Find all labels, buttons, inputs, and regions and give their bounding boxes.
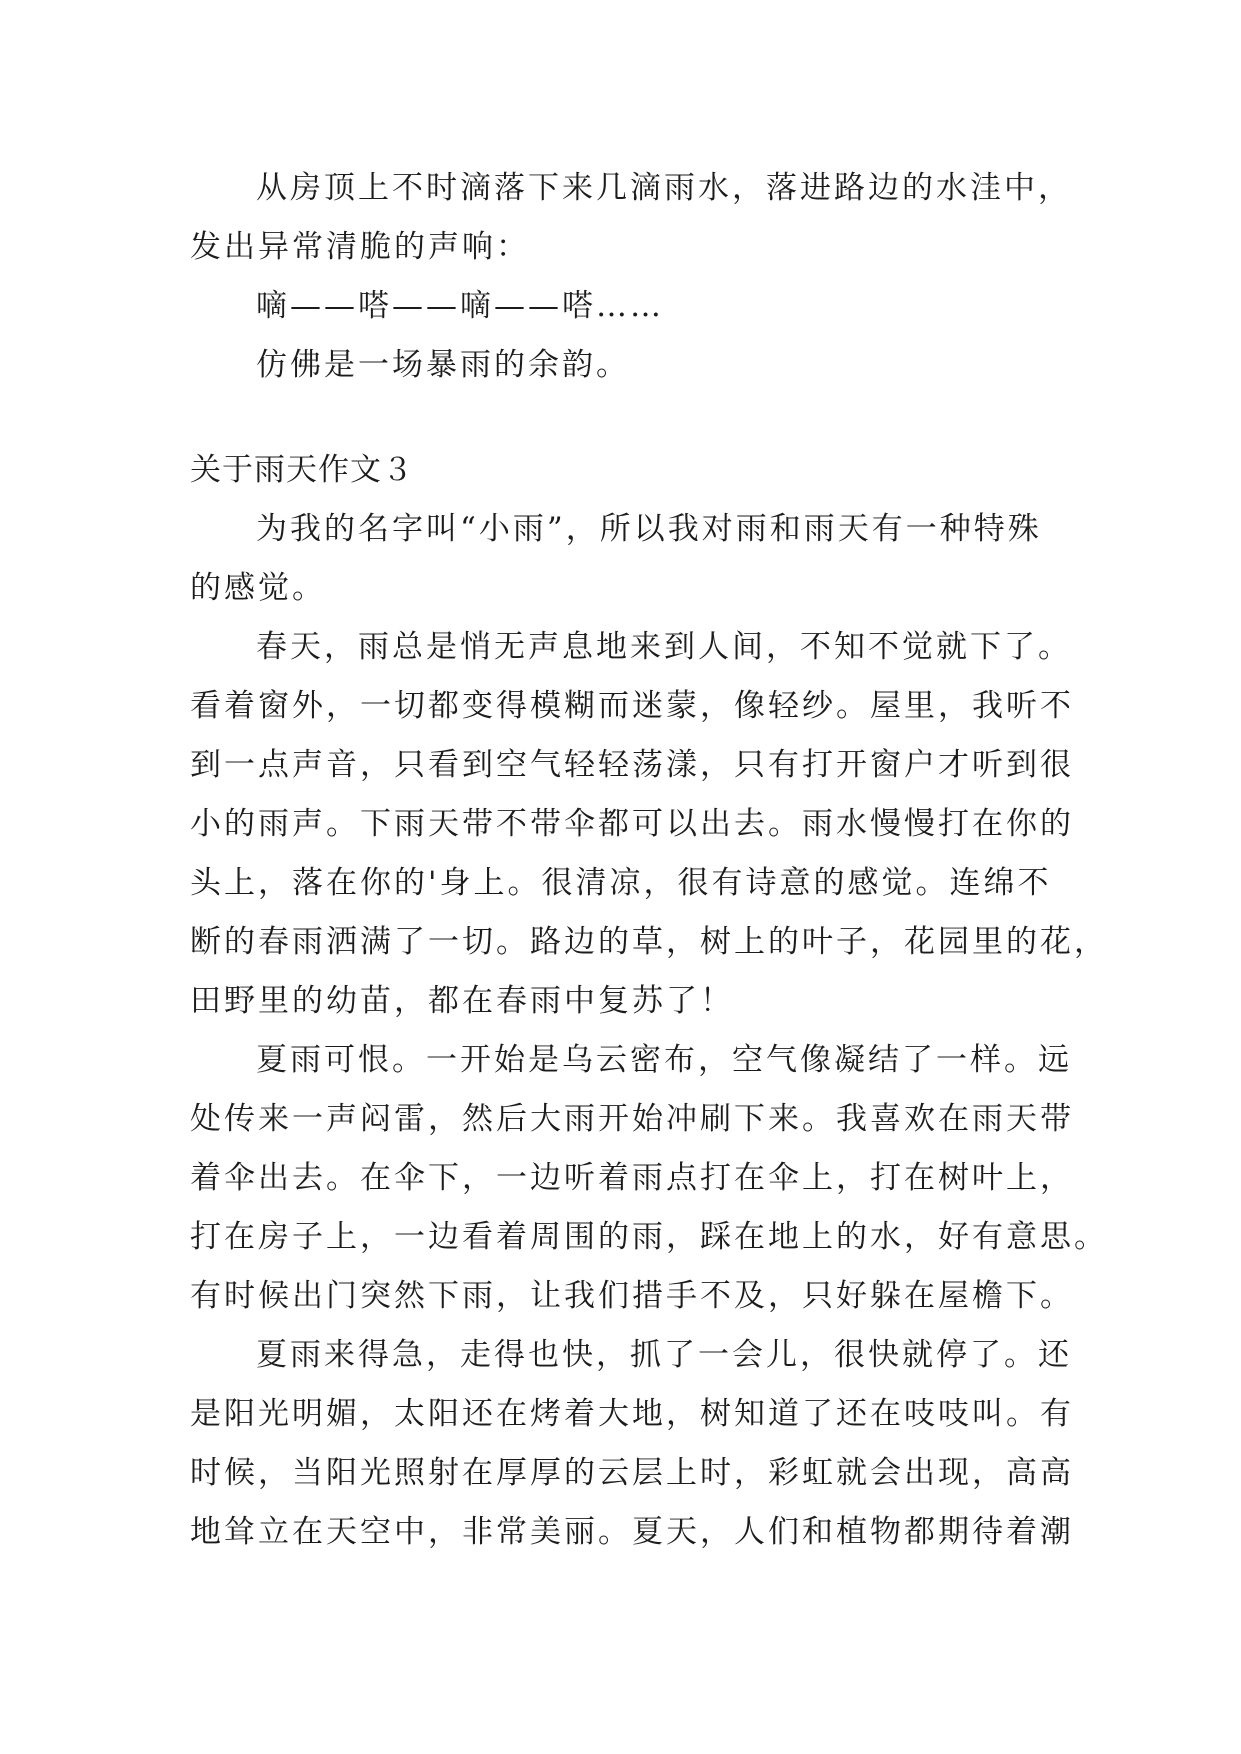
text-line: 小的雨声。下雨天带不带伞都可以出去。雨水慢慢打在你的 xyxy=(190,806,1074,842)
text-line: 头上，落在你的'身上。很清凉，很有诗意的感觉。连绵不 xyxy=(190,865,1052,901)
text-line: 夏雨可恨。一开始是乌云密布，空气像凝结了一样。远 xyxy=(256,1042,1072,1078)
text-line: 地耸立在天空中，非常美丽。夏天，人们和植物都期待着潮 xyxy=(190,1514,1074,1550)
text-line: 打在房子上，一边看着周围的雨，踩在地上的水，好有意思。 xyxy=(190,1219,1108,1255)
text-line: 有时候出门突然下雨，让我们措手不及，只好躲在屋檐下。 xyxy=(190,1278,1074,1314)
text-line: 从房顶上不时滴落下来几滴雨水，落进路边的水洼中， xyxy=(256,170,1072,206)
text-line: 看着窗外，一切都变得模糊而迷蒙，像轻纱。屋里，我听不 xyxy=(190,688,1074,724)
text-line: 的感觉。 xyxy=(190,570,326,606)
text-line: 着伞出去。在伞下，一边听着雨点打在伞上，打在树叶上， xyxy=(190,1160,1074,1196)
text-line: 夏雨来得急，走得也快，抓了一会儿，很快就停了。还 xyxy=(256,1337,1072,1373)
text-line: 田野里的幼苗，都在春雨中复苏了！ xyxy=(190,983,734,1019)
text-line: 时候，当阳光照射在厚厚的云层上时，彩虹就会出现，高高 xyxy=(190,1455,1074,1491)
text-line: 春天，雨总是悄无声息地来到人间，不知不觉就下了。 xyxy=(256,629,1072,665)
section-heading: 关于雨天作文３ xyxy=(190,452,414,488)
text-line: 断的春雨洒满了一切。路边的草，树上的叶子，花园里的花， xyxy=(190,924,1108,960)
text-line: 发出异常清脆的声响： xyxy=(190,229,530,265)
text-line: 为我的名字叫“小雨”，所以我对雨和雨天有一种特殊 xyxy=(256,511,1042,547)
text-line: 嘀——嗒——嘀——嗒…… xyxy=(256,288,664,324)
text-line: 是阳光明媚，太阳还在烤着大地，树知道了还在吱吱叫。有 xyxy=(190,1396,1074,1432)
text-line: 处传来一声闷雷，然后大雨开始冲刷下来。我喜欢在雨天带 xyxy=(190,1101,1074,1137)
text-line: 仿佛是一场暴雨的余韵。 xyxy=(256,347,630,383)
text-line: 到一点声音，只看到空气轻轻荡漾，只有打开窗户才听到很 xyxy=(190,747,1074,783)
